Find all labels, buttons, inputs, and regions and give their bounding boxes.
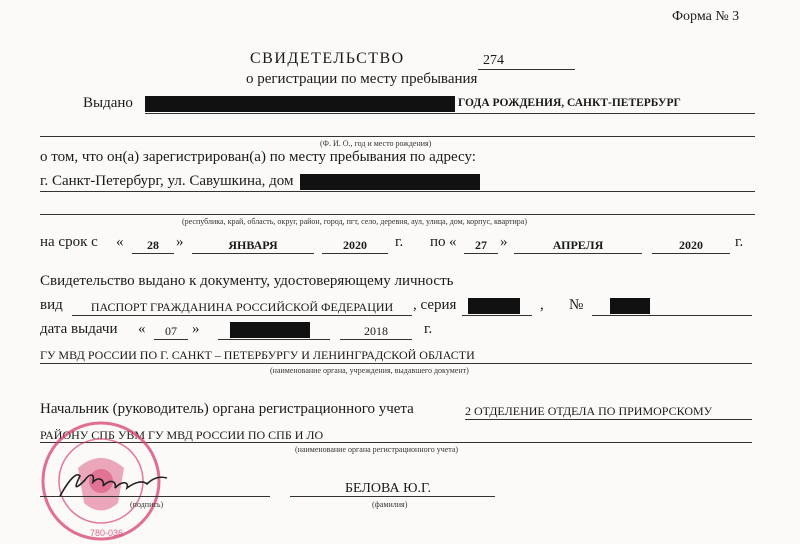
issue-year: 2018 bbox=[340, 324, 412, 340]
address-value: г. Санкт-Петербург, ул. Савушкина, дом bbox=[40, 173, 294, 189]
redacted-series bbox=[468, 298, 520, 314]
term-from-month: ЯНВАРЯ bbox=[192, 238, 314, 254]
issued-to-underline bbox=[145, 113, 755, 114]
authority-value-line2: РАЙОНУ СПБ УВМ ГУ МВД РОССИИ ПО СПБ И ЛО bbox=[40, 428, 324, 442]
address-caption: (республика, край, область, округ, район, город, пгт, село, деревня, аул, улица, дом, корпус, квартира) bbox=[182, 217, 528, 226]
document-issuer: ГУ МВД РОССИИ ПО Г. САНКТ – ПЕТЕРБУРГУ И ЛЕНИНГРАДСКОЙ ОБЛАСТИ bbox=[40, 348, 475, 362]
issued-to-caption: (Ф. И. О., год и место рождения) bbox=[320, 139, 432, 148]
term-to-month: АПРЕЛЯ bbox=[514, 238, 642, 254]
quote-open: « bbox=[116, 234, 124, 250]
quote-close: » bbox=[500, 234, 508, 250]
term-to-day: 27 bbox=[464, 238, 498, 254]
authority-label: Начальник (руководитель) органа регистрационного учета bbox=[40, 401, 414, 417]
quote-open: « bbox=[138, 321, 146, 337]
redacted-address bbox=[300, 174, 480, 190]
term-to-year: 2020 bbox=[652, 238, 730, 254]
year-suffix: г. bbox=[395, 234, 404, 250]
issuer-caption: (наименование органа, учреждения, выдавшего документ) bbox=[270, 366, 469, 375]
series-label: , серия bbox=[413, 297, 457, 313]
address-line2 bbox=[40, 214, 755, 215]
signature-line bbox=[40, 496, 270, 497]
quote-open: « bbox=[449, 234, 457, 250]
issued-to-value: ГОДА РОЖДЕНИЯ, САНКТ-ПЕТЕРБУРГ bbox=[458, 97, 681, 109]
certificate-number: 274 bbox=[478, 53, 575, 70]
number-label: № bbox=[569, 297, 584, 313]
document-type-value: ПАСПОРТ ГРАЖДАНИНА РОССИЙСКОЙ ФЕДЕРАЦИИ bbox=[72, 300, 412, 316]
signature-caption: (подпись) bbox=[130, 500, 164, 509]
term-from-year: 2020 bbox=[322, 238, 388, 254]
quote-close: » bbox=[192, 321, 200, 337]
document-type-label: вид bbox=[40, 297, 63, 313]
term-to-label: по bbox=[430, 234, 446, 250]
redacted-name bbox=[145, 96, 455, 112]
signatory-surname: БЕЛОВА Ю.Г. bbox=[345, 481, 431, 496]
term-label: на срок с bbox=[40, 234, 98, 250]
year-suffix: г. bbox=[735, 234, 744, 250]
issued-to-label: Выдано bbox=[83, 95, 133, 111]
surname-caption: (фамилия) bbox=[372, 500, 408, 509]
series-comma: , bbox=[540, 297, 544, 313]
document-title: СВИДЕТЕЛЬСТВО bbox=[250, 50, 405, 67]
quote-close: » bbox=[176, 234, 184, 250]
issuer-underline bbox=[40, 363, 752, 364]
document-subtitle: о регистрации по месту пребывания bbox=[246, 71, 478, 87]
term-from-day: 28 bbox=[132, 238, 174, 254]
issued-to-line2 bbox=[40, 136, 755, 137]
document-intro: Свидетельство выдано к документу, удостоверяющему личность bbox=[40, 273, 454, 289]
authority-caption: (наименование органа регистрационного учета) bbox=[295, 445, 459, 454]
address-intro: о том, что он(а) зарегистрирован(а) по месту пребывания по адресу: bbox=[40, 149, 476, 165]
year-suffix: г. bbox=[424, 321, 433, 337]
issue-date-label: дата выдачи bbox=[40, 321, 118, 337]
number-underline bbox=[592, 315, 752, 316]
form-number: Форма № 3 bbox=[672, 9, 740, 24]
issue-day: 07 bbox=[154, 324, 188, 340]
authority-value-line1: 2 ОТДЕЛЕНИЕ ОТДЕЛА ПО ПРИМОРСКОМУ bbox=[465, 404, 752, 420]
svg-text:780-036: 780-036 bbox=[90, 528, 124, 538]
redacted-number bbox=[610, 298, 650, 314]
redacted-issue-month bbox=[230, 322, 310, 338]
series-underline bbox=[462, 315, 532, 316]
issue-month-underline bbox=[218, 339, 330, 340]
surname-line bbox=[290, 496, 495, 497]
address-underline bbox=[40, 191, 755, 192]
